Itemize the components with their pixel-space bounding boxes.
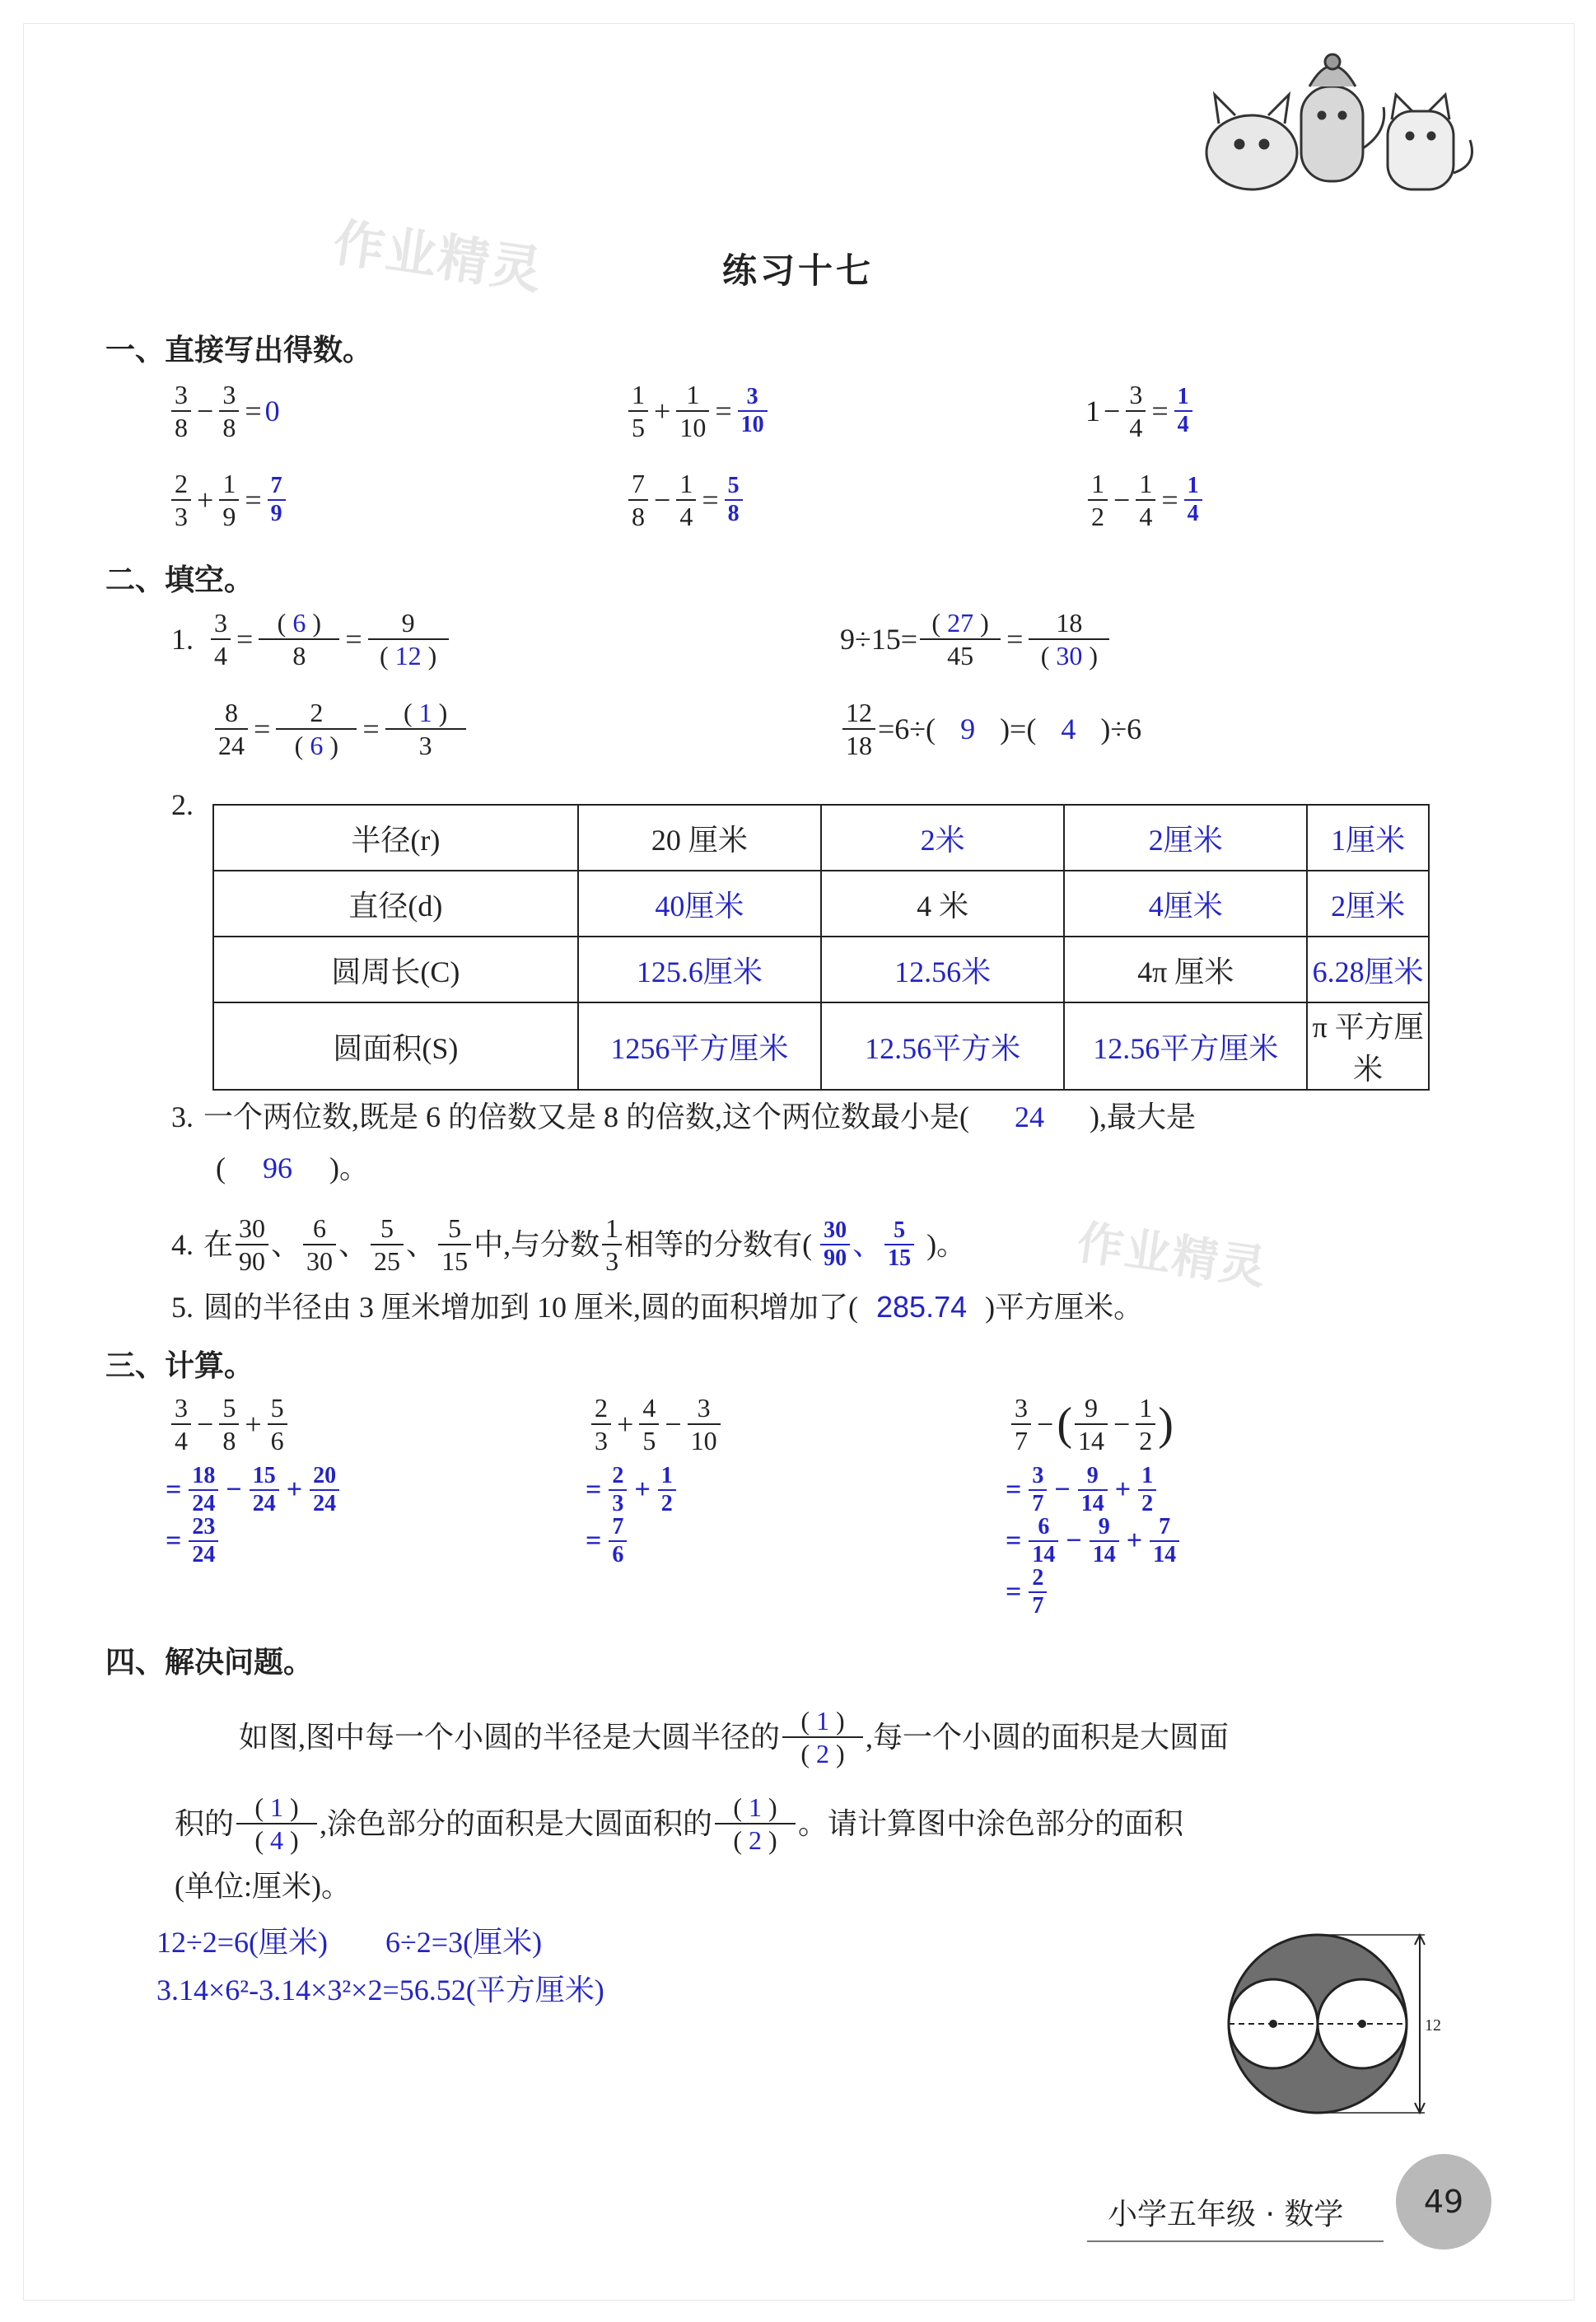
q1-item-e: $\frac{7}{8}$ − $\frac{1}{4}$ = $\frac{5}{8}$	[626, 468, 745, 532]
section-4-heading: 四、解决问题。	[105, 1646, 314, 1680]
dimension-label: 12	[1425, 2016, 1441, 2035]
q3-calc-2-step2: = $\frac{7}{6}$	[581, 1514, 629, 1568]
answer: $\frac{1}{4}$	[1184, 473, 1202, 527]
footer-grade: 小学五年级 · 数学	[1108, 2198, 1344, 2231]
table-row: 半径(r) 20 厘米 2米 2厘米 1厘米	[213, 805, 1429, 871]
q1-item-d: $\frac{2}{3}$ + $\frac{1}{9}$ = $\frac{7}{9}$	[169, 468, 288, 532]
q3-calc-3-step1: = $\frac{3}{7}$ − $\frac{9}{14}$ + $\frac{1}{2}$	[1001, 1463, 1159, 1517]
answer: $\frac{7}{9}$	[268, 473, 286, 527]
q1-item-b: $\frac{1}{5}$ + $\frac{1}{10}$ = $\frac{3}{10}$	[626, 379, 770, 443]
q4-line1: 如图,图中每一个小圆的半径是大圆半径的 $\frac{( 1 )}{( 2 )}$ ,每一个小圆的面积是大圆面	[239, 1706, 1230, 1768]
section-1-heading: 一、直接写出得数。	[105, 334, 373, 367]
page-title: 练习十七	[721, 250, 874, 291]
circle-diagram	[1227, 1932, 1449, 2117]
q3-calc-1-step1: = $\frac{18}{24}$ − $\frac{15}{24}$ + $\frac{20}{24}$	[161, 1463, 342, 1517]
center-dot-left	[1269, 2020, 1277, 2028]
cats-illustration	[1186, 49, 1482, 198]
center-dot-right	[1358, 2020, 1366, 2028]
q2-3-line1: 3. 一个两位数,既是 6 的倍数又是 8 的倍数,这个两位数最小是( 24 ),最大是	[171, 1100, 1196, 1133]
q3-calc-3-expr: $\frac{3}{7}$ − ( $\frac{9}{14}$ − $\frac{1}{2}$ )	[1009, 1392, 1174, 1456]
answer: $\frac{1}{4}$	[1174, 384, 1192, 438]
q3-calc-3-step3: = $\frac{2}{7}$	[1001, 1565, 1049, 1619]
q2-1-eq3: $\frac{8}{24}$ = $\frac{2}{( 6 )}$ = $\frac{( 1 )}{3}$	[212, 697, 469, 761]
q4-line3: (单位:厘米)。	[175, 1870, 351, 1903]
q2-2-label: 2.	[171, 788, 194, 821]
cat-left-icon	[1206, 95, 1297, 189]
watermark: 作业精灵	[329, 212, 548, 301]
q4-answer-1: 12÷2=6(厘米) 6÷2=3(厘米)	[156, 1926, 543, 1959]
answer: 0	[264, 395, 280, 427]
q2-1-eq2: 9÷15= $\frac{( 27 )}{45}$ = $\frac{18}{( 30 )}$	[840, 607, 1112, 671]
q2-4: 4. 在 $\frac{30}{90}$ 、 $\frac{6}{30}$ 、 $\frac{5}{25}$ 、 $\frac{5}{15}$ 中,与分数 $\frac{1}{3}$ 相等的分数有( $\frac{30}{90}$ 、 $\frac{5}{15}$ )。	[171, 1213, 967, 1276]
circle-table	[212, 804, 1430, 1091]
q1-item-a: $\frac{3}{8}$ − $\frac{3}{8}$ = 0	[169, 379, 280, 443]
answer: $\frac{3}{10}$	[738, 384, 768, 438]
q4-answer-2: 3.14×6²-3.14×3²×2=56.52(平方厘米)	[156, 1974, 604, 2007]
q2-3-line2: ( 96 )。	[216, 1152, 369, 1184]
q3-calc-2-step1: = $\frac{2}{3}$ + $\frac{1}{2}$	[581, 1463, 679, 1517]
q2-5: 5. 圆的半径由 3 厘米增加到 10 厘米,圆的面积增加了( 285.74 )平方厘米。	[171, 1290, 1144, 1324]
watermark-2: 作业精灵	[1073, 1216, 1271, 1296]
q3-calc-3-step2: = $\frac{6}{14}$ − $\frac{9}{14}$ + $\frac{7}{14}$	[1001, 1514, 1182, 1568]
q1-item-c: 1 − $\frac{3}{4}$ = $\frac{1}{4}$	[1085, 379, 1195, 443]
page-number: 49	[1396, 2154, 1491, 2250]
table-row: 圆周长(C) 125.6厘米 12.56米 4π 厘米 6.28厘米	[213, 937, 1429, 1002]
q4-line2: 积的 $\frac{( 1 )}{( 4 )}$ ,涂色部分的面积是大圆面积的 $\frac{( 1 )}{( 2 )}$ 。请计算图中涂色部分的面积	[175, 1792, 1184, 1855]
table-row: 直径(d) 40厘米 4 米 4厘米 2厘米	[213, 871, 1429, 937]
q3-calc-2-expr: $\frac{2}{3}$ + $\frac{4}{5}$ − $\frac{3}{10}$	[589, 1392, 723, 1456]
table-row: 圆面积(S) 1256平方厘米 12.56平方米 12.56平方厘米 π 平方厘米	[213, 1002, 1429, 1090]
q1-item-f: $\frac{1}{2}$ − $\frac{1}{4}$ = $\frac{1}{4}$	[1085, 468, 1205, 532]
answer: $\frac{5}{8}$	[725, 473, 743, 527]
cat-middle-icon	[1301, 54, 1384, 181]
q2-1-eq4: $\frac{12}{18}$ =6÷( 9 )=( 4 )÷6	[840, 697, 1141, 761]
q2-1-eq1: 1. $\frac{3}{4}$ = $\frac{( 6 )}{8}$ = $\frac{9}{( 12 )}$	[171, 607, 451, 671]
q3-calc-1-step2: = $\frac{23}{24}$	[161, 1514, 221, 1568]
section-2-heading: 二、填空。	[105, 563, 254, 597]
footer-line	[1087, 2240, 1384, 2242]
cat-right-icon	[1388, 95, 1472, 189]
q3-calc-1-expr: $\frac{3}{4}$ − $\frac{5}{8}$ + $\frac{5}{6}$	[169, 1392, 290, 1456]
section-3-heading: 三、计算。	[105, 1349, 254, 1383]
